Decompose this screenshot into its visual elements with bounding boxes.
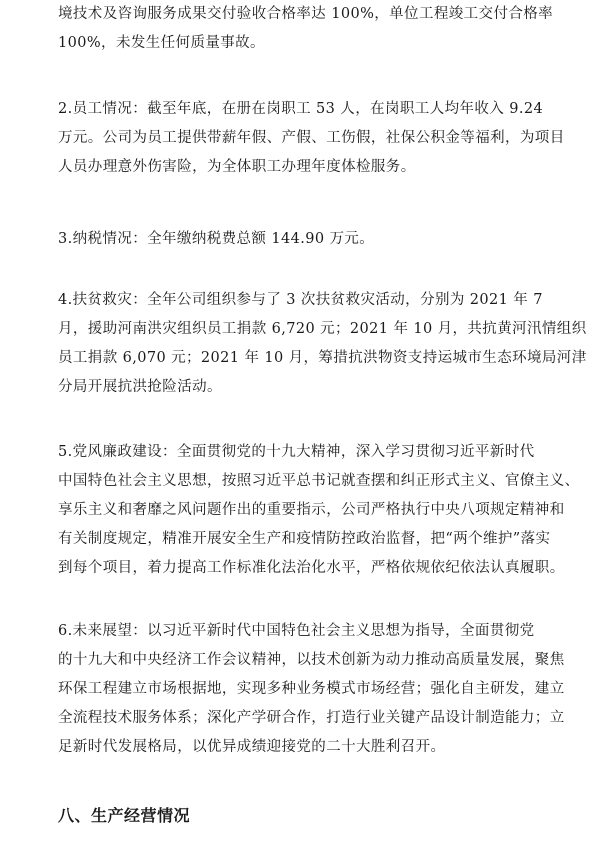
paragraph-line: 万元。公司为员工提供带薪年假、产假、工伤假，社保公积金等福利，为项目: [58, 130, 565, 146]
paragraph-line: 境技术及咨询服务成果交付验收合格率达 100%，单位工程竣工交付合格率: [58, 6, 554, 22]
paragraph-line: 有关制度规定，精准开展安全生产和疫情防控政治监督，把“两个维护”落实: [58, 531, 551, 547]
paragraph-line: 6.未来展望：以习近平新时代中国特色社会主义思想为指导，全面贯彻党: [58, 623, 535, 639]
paragraph-line: 员工捐款 6,070 元；2021 年 10 月，筹措抗洪物资支持运城市生态环境局河津: [58, 350, 587, 366]
poverty-relief-paragraph: [58, 286, 587, 402]
paragraph-line: 中国特色社会主义思想，按照习近平总书记就查摆和纠正形式主义、官僚主义、: [58, 473, 580, 489]
paragraph-line: 3.纳税情况：全年缴纳税费总额 144.90 万元。: [58, 231, 375, 247]
party-building-paragraph: [58, 438, 583, 583]
paragraph-line: 月，援助河南洪灾组织员工捐款 6,720 元；2021 年 10 月，共抗黄河汛情组织: [58, 321, 587, 337]
paragraph-line: 的十九大和中央经济工作会议精神，以技术创新为动力推动高质量发展，聚焦: [58, 652, 565, 668]
staff-paragraph: [58, 95, 583, 182]
paragraph-line: 5.党风廉政建设：全面贯彻党的十九大精神，深入学习贯彻习近平新时代: [58, 444, 535, 460]
paragraph-line: 环保工程建立市场根据地，实现多种业务模式市场经营；强化自主研发，建立: [58, 681, 565, 697]
paragraph-line: 人员办理意外伤害险，为全体职工办理年度体检服务。: [58, 159, 416, 175]
section-heading: 八、生产经营情况: [58, 806, 191, 825]
paragraph-line: 分局开展抗洪抢险活动。: [58, 379, 222, 395]
paragraph-line: 4.扶贫救灾：全年公司组织参与了 3 次扶贫救灾活动，分别为 2021 年 7: [58, 292, 543, 308]
quality-paragraph: [58, 0, 583, 58]
paragraph-line: 享乐主义和奢靡之风问题作出的重要指示，公司严格执行中央八项规定精神和: [58, 502, 565, 518]
paragraph-line: 足新时代发展格局，以优异成绩迎接党的二十大胜利召开。: [58, 739, 446, 755]
tax-paragraph: [58, 225, 583, 254]
paragraph-line: 到每个项目，着力提高工作标准化法治化水平，严格依规依纪依法认真履职。: [58, 560, 565, 576]
paragraph-line: 2.员工情况：截至年底，在册在岗职工 53 人，在岗职工人均年收入 9.24: [58, 101, 544, 117]
outlook-paragraph: [58, 617, 583, 762]
paragraph-line: 全流程技术服务体系；深化产学研合作，打造行业关键产品设计制造能力；立: [58, 710, 565, 726]
paragraph-line: 100%，未发生任何质量事故。: [58, 35, 265, 51]
